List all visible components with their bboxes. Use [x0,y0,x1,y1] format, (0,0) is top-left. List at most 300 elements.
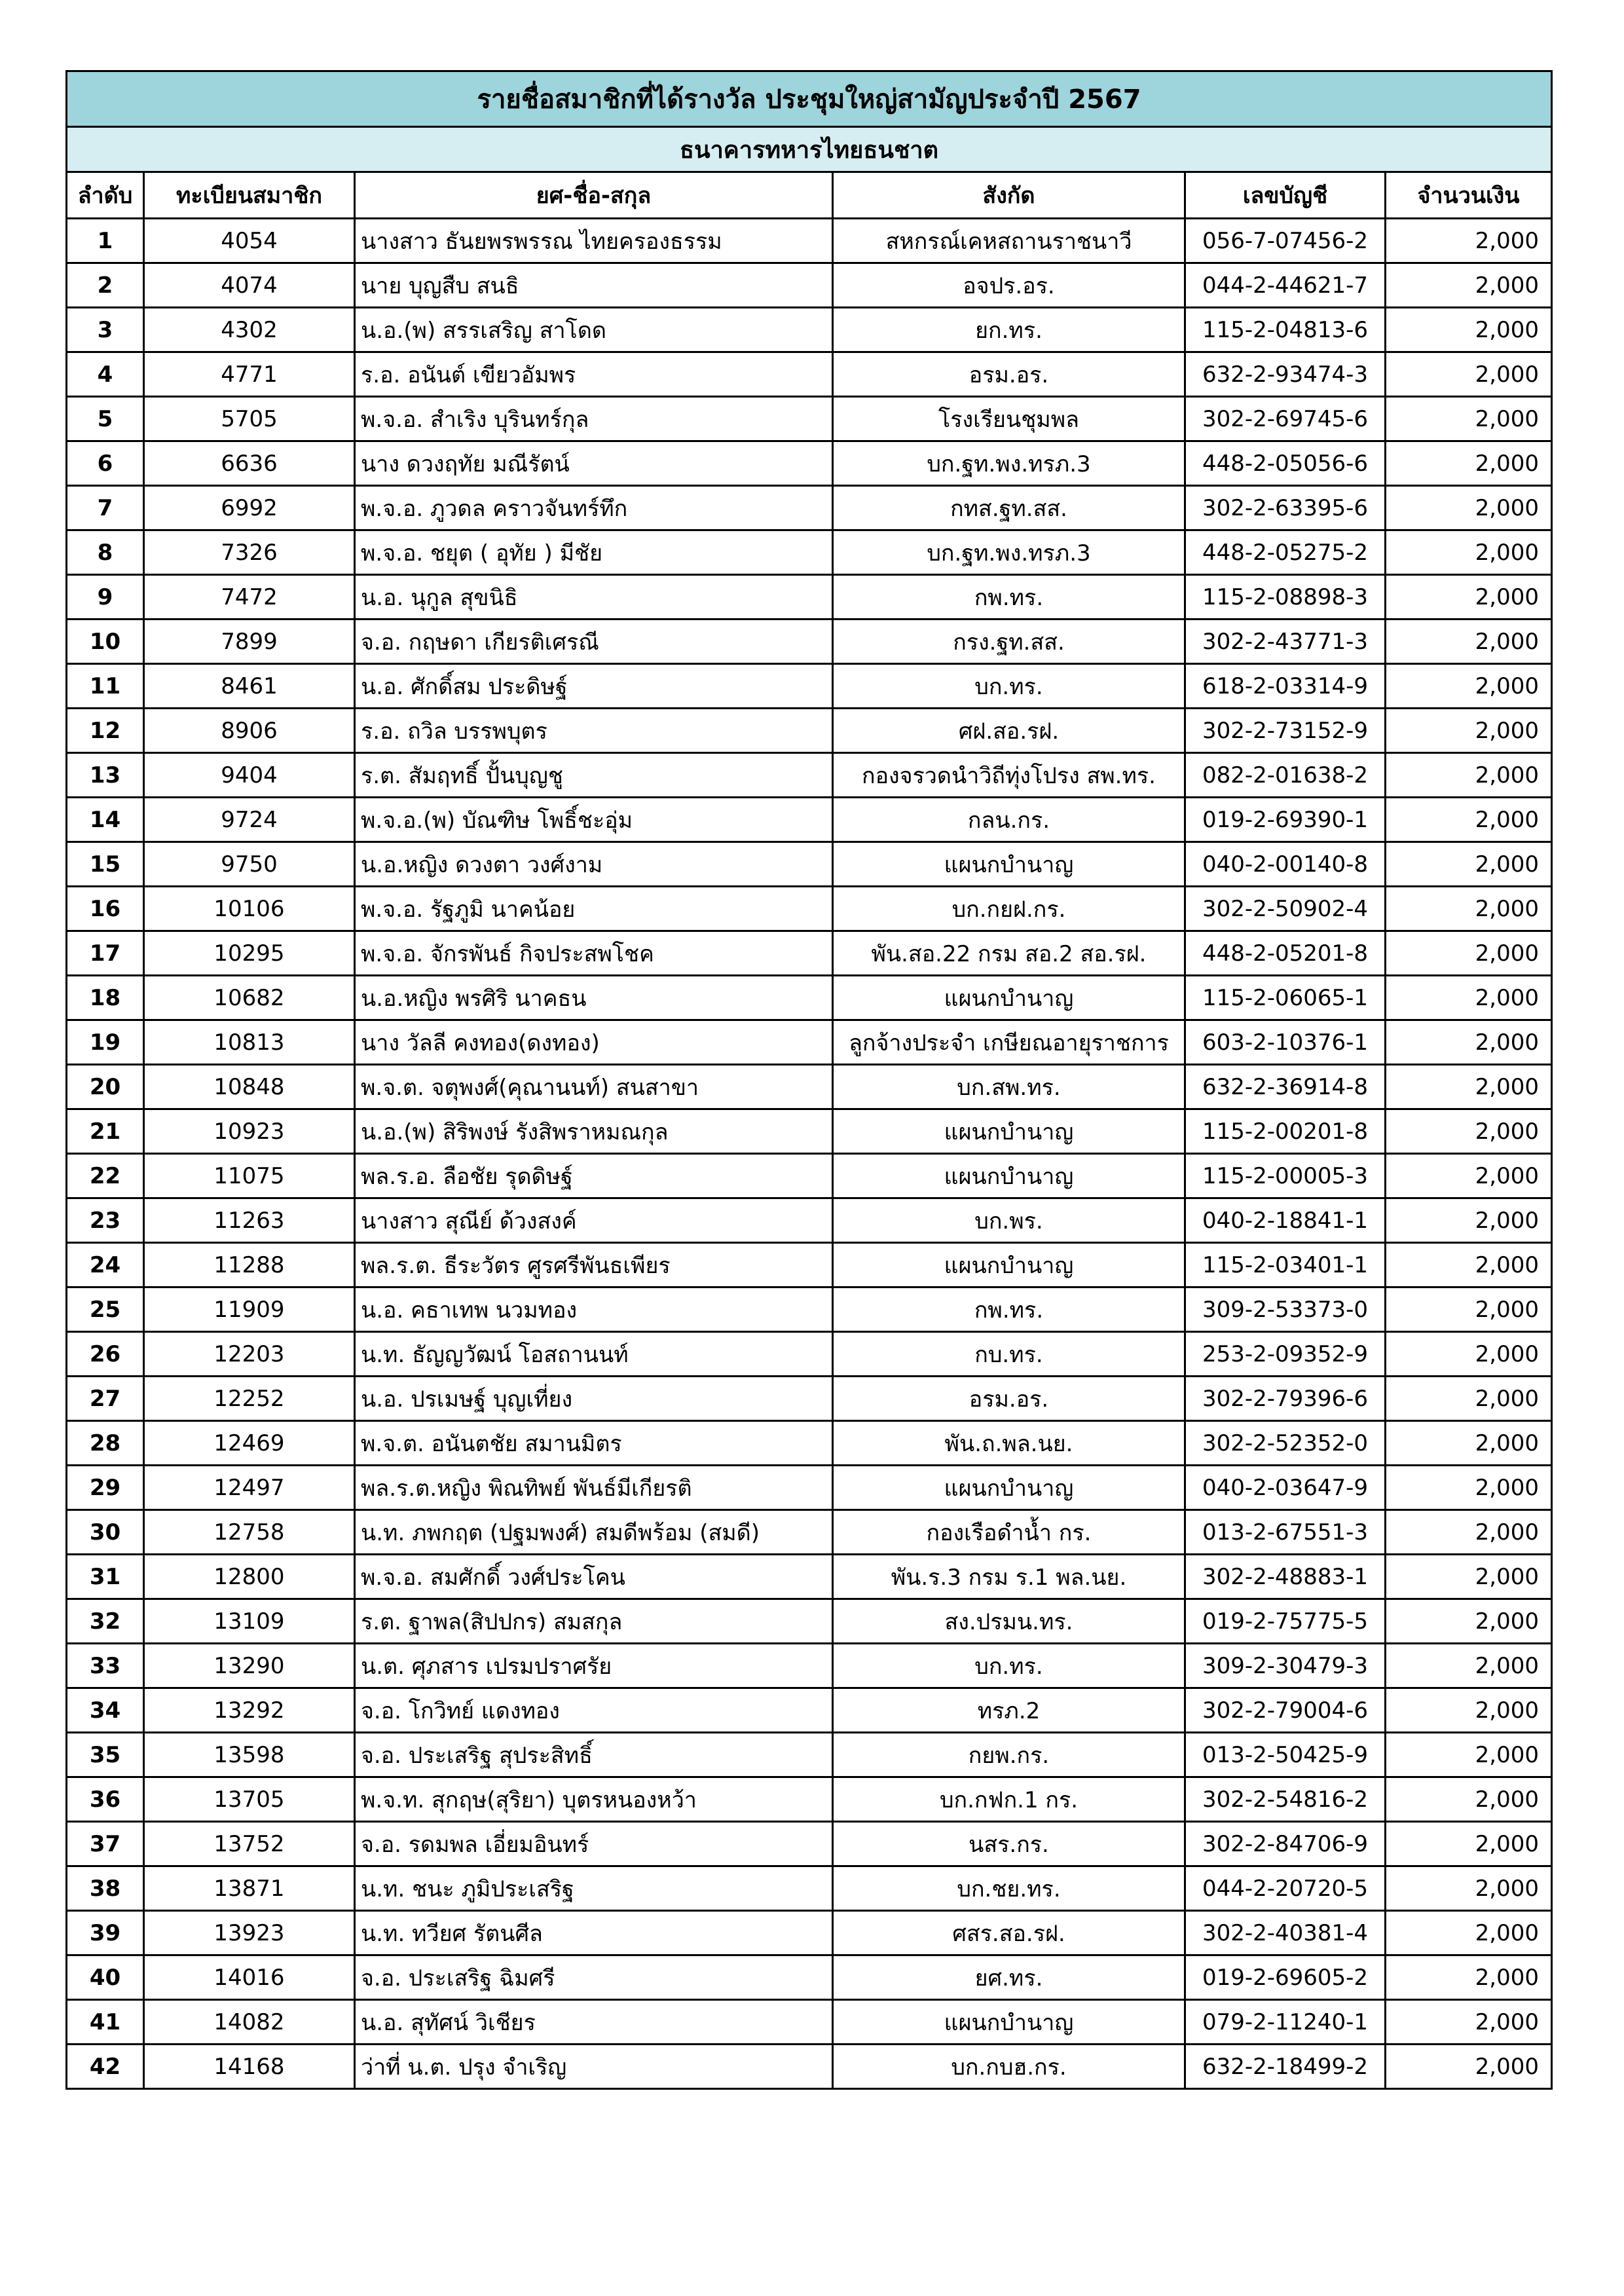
amount-cell: 2,000 [1386,1599,1552,1644]
account-number-cell: 302-2-69745-6 [1185,397,1386,441]
member-name-cell: น.อ. คธาเทพ นวมทอง [355,1287,833,1332]
account-number-cell: 302-2-63395-6 [1185,486,1386,530]
member-id-cell: 5705 [144,397,355,441]
member-name-cell: พ.จ.อ. ชยุต ( อุทัย ) มีชัย [355,530,833,575]
member-id-cell: 10813 [144,1020,355,1065]
header-member-id: ทะเบียนสมาชิก [144,172,355,219]
account-number-cell: 302-2-40381-4 [1185,1911,1386,1955]
member-name-cell: พ.จ.อ.(พ) บัณฑิษ โพธิ์ชะอุ่ม [355,798,833,842]
unit-cell: กพ.ทร. [833,1287,1185,1332]
header-unit: สังกัด [833,172,1185,219]
account-number-cell: 115-2-08898-3 [1185,575,1386,620]
member-name-cell: น.อ. นุกูล สุขนิธิ [355,575,833,620]
unit-cell: แผนกบำนาญ [833,1243,1185,1287]
table-row [67,219,1552,263]
table-row [67,1243,1552,1287]
member-name-cell: พล.ร.ต. ธีระวัตร ศูรศรีพันธเพียร [355,1243,833,1287]
header-amount: จำนวนเงิน [1386,172,1552,219]
unit-cell: อจปร.อร. [833,263,1185,308]
member-id-cell: 12758 [144,1510,355,1555]
header-no: ลำดับ [67,172,144,219]
account-number-cell: 302-2-50902-4 [1185,887,1386,931]
member-id-cell: 4771 [144,352,355,397]
amount-cell: 2,000 [1386,709,1552,753]
member-name-cell: จ.อ. รดมพล เอี่ยมอินทร์ [355,1822,833,1866]
account-number-cell: 302-2-73152-9 [1185,709,1386,753]
account-number-cell: 309-2-53373-0 [1185,1287,1386,1332]
member-id-cell: 13290 [144,1644,355,1688]
table-row [67,1332,1552,1377]
unit-cell: บก.พร. [833,1198,1185,1243]
unit-cell: ยศ.ทร. [833,1955,1185,2000]
member-name-cell: น.อ. สุทัศน์ วิเชียร [355,2000,833,2045]
table-row [67,2000,1552,2045]
table-row [67,1555,1552,1599]
row-number: 23 [67,1198,144,1243]
member-name-cell: จ.อ. ประเสริฐ สุประสิทธิ์ [355,1733,833,1777]
member-name-cell: น.อ.(พ) สรรเสริญ สาโดด [355,308,833,352]
amount-cell: 2,000 [1386,352,1552,397]
unit-cell: บก.ฐท.พง.ทรภ.3 [833,530,1185,575]
account-number-cell: 044-2-20720-5 [1185,1866,1386,1911]
row-number: 18 [67,976,144,1020]
member-id-cell: 13292 [144,1688,355,1733]
row-number: 21 [67,1109,144,1154]
amount-cell: 2,000 [1386,931,1552,976]
member-name-cell: พล.ร.ต.หญิง พิณทิพย์ พันธ์มีเกียรติ [355,1466,833,1510]
account-number-cell: 448-2-05275-2 [1185,530,1386,575]
account-number-cell: 115-2-00201-8 [1185,1109,1386,1154]
member-id-cell: 10106 [144,887,355,931]
table-row [67,664,1552,709]
member-id-cell: 11288 [144,1243,355,1287]
account-number-cell: 448-2-05056-6 [1185,441,1386,486]
amount-cell: 2,000 [1386,263,1552,308]
table-row [67,1733,1552,1777]
row-number: 14 [67,798,144,842]
amount-cell: 2,000 [1386,1822,1552,1866]
account-number-cell: 044-2-44621-7 [1185,263,1386,308]
row-number: 32 [67,1599,144,1644]
member-name-cell: น.ต. ศุภสาร เปรมปราศรัย [355,1644,833,1688]
amount-cell: 2,000 [1386,976,1552,1020]
amount-cell: 2,000 [1386,1020,1552,1065]
member-name-cell: น.อ.หญิง พรศิริ นาคธน [355,976,833,1020]
bank-name: ธนาคารทหารไทยธนชาต [67,127,1552,172]
row-number: 2 [67,263,144,308]
table-row [67,308,1552,352]
table-row [67,397,1552,441]
member-id-cell: 7899 [144,620,355,664]
account-number-cell: 309-2-30479-3 [1185,1644,1386,1688]
member-id-cell: 6636 [144,441,355,486]
account-number-cell: 019-2-75775-5 [1185,1599,1386,1644]
member-id-cell: 13923 [144,1911,355,1955]
account-number-cell: 019-2-69390-1 [1185,798,1386,842]
row-number: 20 [67,1065,144,1109]
account-number-cell: 632-2-18499-2 [1185,2045,1386,2089]
unit-cell: ลูกจ้างประจำ เกษียณอายุราชการ [833,1020,1185,1065]
row-number: 42 [67,2045,144,2089]
unit-cell: แผนกบำนาญ [833,976,1185,1020]
unit-cell: กบ.ทร. [833,1332,1185,1377]
table-row [67,1866,1552,1911]
account-number-cell: 115-2-06065-1 [1185,976,1386,1020]
amount-cell: 2,000 [1386,1911,1552,1955]
table-row [67,1688,1552,1733]
member-id-cell: 11909 [144,1287,355,1332]
unit-cell: กพ.ทร. [833,575,1185,620]
table-row [67,1599,1552,1644]
table-row [67,842,1552,887]
member-id-cell: 12203 [144,1332,355,1377]
amount-cell: 2,000 [1386,753,1552,798]
table-row [67,441,1552,486]
amount-cell: 2,000 [1386,1466,1552,1510]
table-row [67,263,1552,308]
amount-cell: 2,000 [1386,1065,1552,1109]
member-id-cell: 8461 [144,664,355,709]
row-number: 1 [67,219,144,263]
unit-cell: กยพ.กร. [833,1733,1185,1777]
amount-cell: 2,000 [1386,1866,1552,1911]
amount-cell: 2,000 [1386,1733,1552,1777]
member-name-cell: น.อ.(พ) สิริพงษ์ รังสิพราหมณกุล [355,1109,833,1154]
member-id-cell: 9724 [144,798,355,842]
unit-cell: กทส.ฐท.สส. [833,486,1185,530]
member-name-cell: จ.อ. โกวิทย์ แดงทอง [355,1688,833,1733]
row-number: 5 [67,397,144,441]
amount-cell: 2,000 [1386,1332,1552,1377]
account-number-cell: 056-7-07456-2 [1185,219,1386,263]
member-id-cell: 8906 [144,709,355,753]
amount-cell: 2,000 [1386,530,1552,575]
member-name-cell: พ.จ.อ. สำเริง บุรินทร์กุล [355,397,833,441]
table-row [67,486,1552,530]
account-number-cell: 040-2-18841-1 [1185,1198,1386,1243]
member-name-cell: พล.ร.อ. ลือชัย รุดดิษฐ์ [355,1154,833,1198]
unit-cell: แผนกบำนาญ [833,1154,1185,1198]
member-name-cell: พ.จ.ท. สุกฤษ(สุริยา) บุตรหนองหว้า [355,1777,833,1822]
amount-cell: 2,000 [1386,1644,1552,1688]
account-number-cell: 082-2-01638-2 [1185,753,1386,798]
member-name-cell: นาง ดวงฤทัย มณีรัตน์ [355,441,833,486]
row-number: 22 [67,1154,144,1198]
row-number: 19 [67,1020,144,1065]
member-name-cell: น.อ.หญิง ดวงตา วงศ์งาม [355,842,833,887]
member-id-cell: 9750 [144,842,355,887]
member-id-cell: 14016 [144,1955,355,2000]
title-row [67,71,1552,127]
member-id-cell: 11075 [144,1154,355,1198]
member-name-cell: น.อ. ศักดิ์สม ประดิษฐ์ [355,664,833,709]
table-row [67,530,1552,575]
unit-cell: แผนกบำนาญ [833,842,1185,887]
row-number: 27 [67,1377,144,1421]
row-number: 3 [67,308,144,352]
member-id-cell: 13871 [144,1866,355,1911]
row-number: 13 [67,753,144,798]
member-id-cell: 7326 [144,530,355,575]
account-number-cell: 013-2-67551-3 [1185,1510,1386,1555]
account-number-cell: 040-2-03647-9 [1185,1466,1386,1510]
amount-cell: 2,000 [1386,1777,1552,1822]
member-name-cell: ร.ต. สัมฤทธิ์ ปั้นบุญชู [355,753,833,798]
amount-cell: 2,000 [1386,1555,1552,1599]
unit-cell: บก.ทร. [833,664,1185,709]
table-row [67,798,1552,842]
table-row [67,887,1552,931]
amount-cell: 2,000 [1386,2045,1552,2089]
member-id-cell: 12252 [144,1377,355,1421]
member-id-cell: 9404 [144,753,355,798]
table-row [67,1421,1552,1466]
unit-cell: สหกรณ์เคหสถานราชนาวี [833,219,1185,263]
member-id-cell: 14168 [144,2045,355,2089]
table-row [67,1911,1552,1955]
unit-cell: อรม.อร. [833,352,1185,397]
unit-cell: ยก.ทร. [833,308,1185,352]
amount-cell: 2,000 [1386,1377,1552,1421]
amount-cell: 2,000 [1386,1510,1552,1555]
member-name-cell: พ.จ.อ. สมศักดิ์ วงศ์ประโคน [355,1555,833,1599]
member-name-cell: ร.ต. ฐาพล(สิปปกร) สมสกุล [355,1599,833,1644]
member-name-cell: น.ท. ชนะ ภูมิประเสริฐ [355,1866,833,1911]
amount-cell: 2,000 [1386,486,1552,530]
member-name-cell: นาย บุญสืบ สนธิ [355,263,833,308]
member-name-cell: นางสาว ธันยพรพรรณ ไทยครองธรรม [355,219,833,263]
member-id-cell: 12497 [144,1466,355,1510]
unit-cell: กลน.กร. [833,798,1185,842]
amount-cell: 2,000 [1386,842,1552,887]
table-row [67,1510,1552,1555]
table-row [67,1109,1552,1154]
member-name-cell: ร.อ. ถวิล บรรพบุตร [355,709,833,753]
row-number: 8 [67,530,144,575]
amount-cell: 2,000 [1386,1421,1552,1466]
row-number: 38 [67,1866,144,1911]
unit-cell: พัน.ถ.พล.นย. [833,1421,1185,1466]
account-number-cell: 618-2-03314-9 [1185,664,1386,709]
unit-cell: ศสร.สอ.รฝ. [833,1911,1185,1955]
row-number: 39 [67,1911,144,1955]
member-id-cell: 4302 [144,308,355,352]
unit-cell: ศฝ.สอ.รฝ. [833,709,1185,753]
table-row [67,1154,1552,1198]
member-id-cell: 6992 [144,486,355,530]
unit-cell: นสร.กร. [833,1822,1185,1866]
row-number: 15 [67,842,144,887]
unit-cell: บก.สพ.ทร. [833,1065,1185,1109]
unit-cell: บก.กฟก.1 กร. [833,1777,1185,1822]
amount-cell: 2,000 [1386,1109,1552,1154]
member-name-cell: ว่าที่ น.ต. ปรุง จำเริญ [355,2045,833,2089]
table-row [67,1777,1552,1822]
amount-cell: 2,000 [1386,887,1552,931]
account-number-cell: 302-2-79396-6 [1185,1377,1386,1421]
account-number-cell: 603-2-10376-1 [1185,1020,1386,1065]
member-name-cell: น.ท. ธัญญวัฒน์ โอสถานนท์ [355,1332,833,1377]
table-row [67,1020,1552,1065]
amount-cell: 2,000 [1386,664,1552,709]
account-number-cell: 115-2-00005-3 [1185,1154,1386,1198]
unit-cell: แผนกบำนาญ [833,1466,1185,1510]
award-members-table [65,70,1553,2090]
unit-cell: กรง.ฐท.สส. [833,620,1185,664]
header-account: เลขบัญชี [1185,172,1386,219]
member-name-cell: พ.จ.ต. อนันตชัย สมานมิตร [355,1421,833,1466]
unit-cell: บก.ชย.ทร. [833,1866,1185,1911]
row-number: 37 [67,1822,144,1866]
amount-cell: 2,000 [1386,1955,1552,2000]
account-number-cell: 302-2-79004-6 [1185,1688,1386,1733]
row-number: 6 [67,441,144,486]
row-number: 30 [67,1510,144,1555]
member-name-cell: พ.จ.อ. จักรพันธ์ กิจประสพโชค [355,931,833,976]
table-row [67,1377,1552,1421]
column-header-row [67,172,1552,219]
amount-cell: 2,000 [1386,397,1552,441]
row-number: 41 [67,2000,144,2045]
member-name-cell: นาง วัลลี คงทอง(ดงทอง) [355,1020,833,1065]
member-id-cell: 14082 [144,2000,355,2045]
unit-cell: ทรภ.2 [833,1688,1185,1733]
table-row [67,1466,1552,1510]
bank-row [67,127,1552,172]
member-name-cell: พ.จ.อ. รัฐภูมิ นาคน้อย [355,887,833,931]
account-number-cell: 302-2-43771-3 [1185,620,1386,664]
member-id-cell: 10295 [144,931,355,976]
amount-cell: 2,000 [1386,1154,1552,1198]
unit-cell: แผนกบำนาญ [833,1109,1185,1154]
member-name-cell: น.ท. ภพกฤต (ปฐมพงศ์) สมดีพร้อม (สมดี) [355,1510,833,1555]
table-row [67,976,1552,1020]
unit-cell: บก.กยฝ.กร. [833,887,1185,931]
account-number-cell: 040-2-00140-8 [1185,842,1386,887]
amount-cell: 2,000 [1386,219,1552,263]
row-number: 7 [67,486,144,530]
member-id-cell: 10682 [144,976,355,1020]
amount-cell: 2,000 [1386,1287,1552,1332]
account-number-cell: 302-2-52352-0 [1185,1421,1386,1466]
row-number: 24 [67,1243,144,1287]
account-number-cell: 302-2-54816-2 [1185,1777,1386,1822]
amount-cell: 2,000 [1386,575,1552,620]
unit-cell: กองเรือดำน้ำ กร. [833,1510,1185,1555]
row-number: 31 [67,1555,144,1599]
amount-cell: 2,000 [1386,1198,1552,1243]
member-id-cell: 13109 [144,1599,355,1644]
member-name-cell: น.อ. ปรเมษฐ์ บุญเที่ยง [355,1377,833,1421]
table-row [67,931,1552,976]
table-row [67,1822,1552,1866]
member-name-cell: จ.อ. ประเสริฐ ฉิมศรี [355,1955,833,2000]
member-id-cell: 12800 [144,1555,355,1599]
header-name: ยศ-ชื่อ-สกุล [355,172,833,219]
account-number-cell: 253-2-09352-9 [1185,1332,1386,1377]
row-number: 35 [67,1733,144,1777]
table-row [67,1198,1552,1243]
table-row [67,620,1552,664]
unit-cell: บก.ฐท.พง.ทรภ.3 [833,441,1185,486]
account-number-cell: 115-2-04813-6 [1185,308,1386,352]
row-number: 29 [67,1466,144,1510]
table-row [67,709,1552,753]
unit-cell: พัน.ร.3 กรม ร.1 พล.นย. [833,1555,1185,1599]
row-number: 12 [67,709,144,753]
member-id-cell: 7472 [144,575,355,620]
row-number: 33 [67,1644,144,1688]
row-number: 11 [67,664,144,709]
row-number: 17 [67,931,144,976]
table-row [67,2045,1552,2089]
amount-cell: 2,000 [1386,620,1552,664]
row-number: 16 [67,887,144,931]
account-number-cell: 632-2-93474-3 [1185,352,1386,397]
account-number-cell: 013-2-50425-9 [1185,1733,1386,1777]
account-number-cell: 632-2-36914-8 [1185,1065,1386,1109]
table-row [67,1287,1552,1332]
member-id-cell: 11263 [144,1198,355,1243]
account-number-cell: 448-2-05201-8 [1185,931,1386,976]
table-row [67,352,1552,397]
row-number: 34 [67,1688,144,1733]
account-number-cell: 302-2-84706-9 [1185,1822,1386,1866]
member-name-cell: พ.จ.ต. จตุพงศ์(คุณานนท์) สนสาขา [355,1065,833,1109]
table-body [67,219,1552,2089]
unit-cell: สง.ปรมน.ทร. [833,1599,1185,1644]
member-name-cell: ร.อ. อนันต์ เขียวอัมพร [355,352,833,397]
account-number-cell: 302-2-48883-1 [1185,1555,1386,1599]
amount-cell: 2,000 [1386,1688,1552,1733]
account-number-cell: 019-2-69605-2 [1185,1955,1386,2000]
amount-cell: 2,000 [1386,798,1552,842]
amount-cell: 2,000 [1386,441,1552,486]
row-number: 26 [67,1332,144,1377]
member-name-cell: จ.อ. กฤษดา เกียรติเศรณี [355,620,833,664]
row-number: 40 [67,1955,144,2000]
member-id-cell: 4074 [144,263,355,308]
account-number-cell: 115-2-03401-1 [1185,1243,1386,1287]
unit-cell: แผนกบำนาญ [833,2000,1185,2045]
member-id-cell: 10923 [144,1109,355,1154]
member-id-cell: 13598 [144,1733,355,1777]
unit-cell: พัน.สอ.22 กรม สอ.2 สอ.รฝ. [833,931,1185,976]
row-number: 10 [67,620,144,664]
member-id-cell: 10848 [144,1065,355,1109]
member-id-cell: 12469 [144,1421,355,1466]
amount-cell: 2,000 [1386,2000,1552,2045]
row-number: 4 [67,352,144,397]
row-number: 36 [67,1777,144,1822]
member-id-cell: 4054 [144,219,355,263]
sheet-title: รายชื่อสมาชิกที่ได้รางวัล ประชุมใหญ่สามัญประจำปี 2567 [67,71,1552,127]
unit-cell: โรงเรียนชุมพล [833,397,1185,441]
unit-cell: กองจรวดนำวิถีทุ่งโปรง สพ.ทร. [833,753,1185,798]
member-id-cell: 13752 [144,1822,355,1866]
member-name-cell: พ.จ.อ. ภูวดล คราวจันทร์ทึก [355,486,833,530]
row-number: 28 [67,1421,144,1466]
row-number: 25 [67,1287,144,1332]
table-row [67,1955,1552,2000]
table-row [67,753,1552,798]
table-row [67,1065,1552,1109]
member-name-cell: น.ท. ทวียศ รัตนศีล [355,1911,833,1955]
member-name-cell: นางสาว สุณีย์ ด้วงสงค์ [355,1198,833,1243]
amount-cell: 2,000 [1386,1243,1552,1287]
unit-cell: บก.กบฮ.กร. [833,2045,1185,2089]
row-number: 9 [67,575,144,620]
